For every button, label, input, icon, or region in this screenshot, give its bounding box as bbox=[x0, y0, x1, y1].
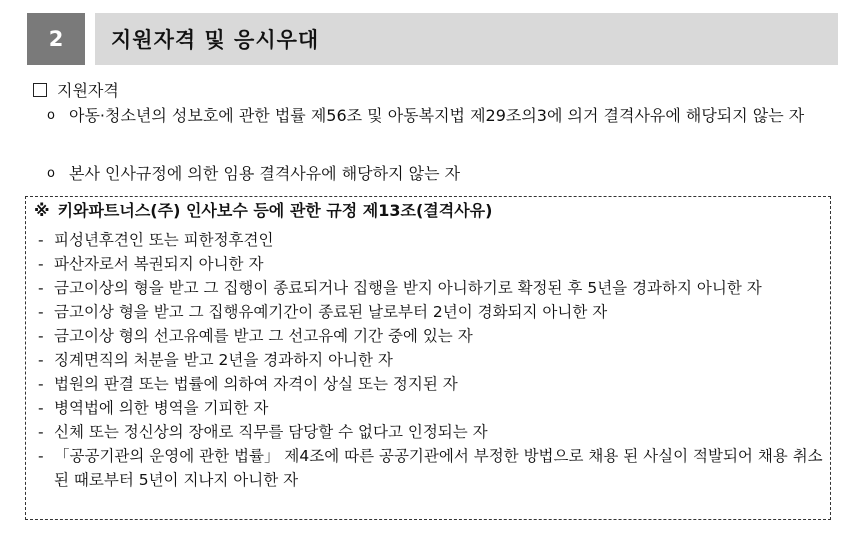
checkbox-icon bbox=[33, 83, 47, 97]
list-item-text: 신체 또는 정신상의 장애로 직무를 담당할 수 없다고 인정되는 자 bbox=[54, 423, 488, 441]
list-item-text: 금고이상 형의 선고유예를 받고 그 선고유예 기간 중에 있는 자 bbox=[54, 327, 473, 345]
disqualification-rules-box bbox=[25, 196, 831, 520]
dash-marker: - bbox=[38, 327, 44, 345]
qualification-item bbox=[47, 103, 849, 128]
list-item bbox=[38, 444, 828, 492]
section-title: 지원자격 및 응시우대 bbox=[95, 13, 838, 65]
list-item bbox=[38, 324, 828, 348]
rule-box-title-text: 키와파트너스(주) 인사보수 등에 관한 규정 제13조(결격사유) bbox=[57, 201, 493, 220]
dash-marker: - bbox=[38, 375, 44, 393]
qualification-item-text: 본사 인사규정에 의한 임용 결격사유에 해당하지 않는 자 bbox=[69, 164, 461, 183]
reference-mark-icon: ※ bbox=[34, 201, 50, 220]
dash-marker: - bbox=[38, 423, 44, 441]
qualifications-heading bbox=[33, 78, 119, 101]
list-item bbox=[38, 228, 828, 252]
list-item bbox=[38, 252, 828, 276]
dash-marker: - bbox=[38, 447, 44, 465]
list-item-text: 파산자로서 복권되지 아니한 자 bbox=[54, 255, 264, 273]
list-item bbox=[38, 348, 828, 372]
disqualification-list bbox=[38, 228, 828, 492]
list-item bbox=[38, 276, 828, 300]
list-item bbox=[38, 420, 828, 444]
dash-marker: - bbox=[38, 255, 44, 273]
list-item bbox=[38, 300, 828, 324]
list-item-text: 금고이상 형을 받고 그 집행유예기간이 종료된 날로부터 2년이 경화되지 아니한 자 bbox=[54, 303, 608, 321]
circle-bullet-icon: o bbox=[47, 108, 55, 123]
dash-marker: - bbox=[38, 231, 44, 249]
list-item bbox=[38, 372, 828, 396]
section-number: 2 bbox=[27, 13, 85, 65]
rule-box-title bbox=[34, 199, 492, 223]
list-item-text: 피성년후견인 또는 피한정후견인 bbox=[54, 231, 274, 249]
circle-bullet-icon: o bbox=[47, 166, 55, 181]
dash-marker: - bbox=[38, 399, 44, 417]
qualification-item bbox=[47, 161, 849, 186]
list-item-text: 「공공기관의 운영에 관한 법률」 제4조에 따른 공공기관에서 부정한 방법으로 채용 된 사실이 적발되어 채용 취소된 때로부터 5년이 지나지 아니한 자 bbox=[54, 447, 823, 489]
list-item-text: 법원의 판결 또는 법률에 의하여 자격이 상실 또는 정지된 자 bbox=[54, 375, 458, 393]
dash-marker: - bbox=[38, 303, 44, 321]
section-header bbox=[27, 13, 838, 65]
list-item bbox=[38, 396, 828, 420]
list-item-text: 징계면직의 처분을 받고 2년을 경과하지 아니한 자 bbox=[54, 351, 393, 369]
dash-marker: - bbox=[38, 279, 44, 297]
qualification-item-text: 아동·청소년의 성보호에 관한 법률 제56조 및 아동복지법 제29조의3에 의거 결격사유에 해당되지 않는 자 bbox=[69, 106, 805, 125]
list-item-text: 병역법에 의한 병역을 기피한 자 bbox=[54, 399, 269, 417]
list-item-text: 금고이상의 형을 받고 그 집행이 종료되거나 집행을 받지 아니하기로 확정된 후 5년을 경과하지 아니한 자 bbox=[54, 279, 762, 297]
dash-marker: - bbox=[38, 351, 44, 369]
qualifications-heading-label: 지원자격 bbox=[57, 81, 119, 100]
